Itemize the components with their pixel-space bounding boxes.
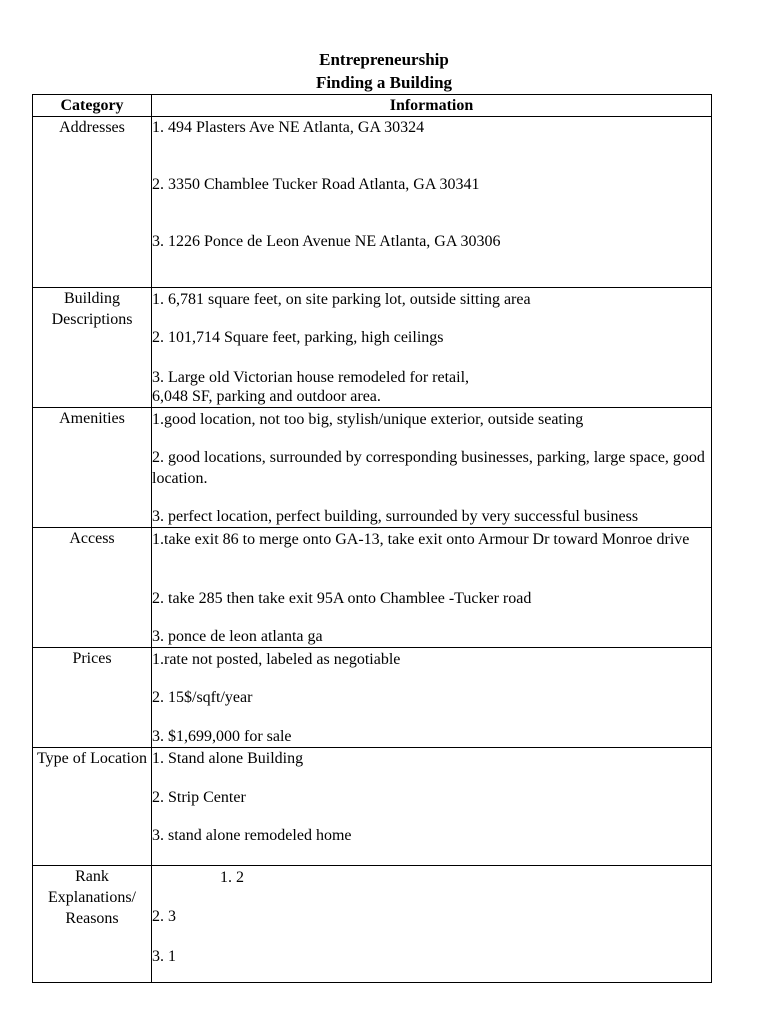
header-information: Information (152, 95, 712, 117)
list-item: 2. 15$/sqft/year (152, 689, 253, 706)
list-item: 3. ponce de leon atlanta ga (152, 628, 323, 645)
info-type-of-location (152, 748, 712, 866)
list-item: 1. 2 (220, 869, 244, 886)
list-item: 2. take 285 then take exit 95A onto Chamblee -Tucker road (152, 590, 532, 607)
info-table (32, 94, 712, 983)
list-item: 1. Stand alone Building (152, 750, 304, 767)
list-item: 1.rate not posted, labeled as negotiable (152, 651, 401, 668)
list-item: 1. 6,781 square feet, on site parking lot, outside sitting area (152, 291, 531, 308)
row-addresses (33, 117, 712, 288)
row-building-descriptions (33, 288, 712, 408)
list-item: 3. Large old Victorian house remodeled for retail, (152, 369, 470, 386)
document-subtitle: Finding a Building (315, 73, 453, 92)
category-amenities: Amenities (33, 408, 152, 528)
category-access: Access (33, 528, 152, 648)
info-rank-explanations (152, 866, 712, 983)
row-rank-explanations (33, 866, 712, 983)
document-title: Entrepreneurship (319, 50, 449, 69)
list-item: 3. perfect location, perfect building, surrounded by very successful business (152, 508, 639, 525)
list-item: 2. good locations, surrounded by corresponding businesses, parking, large space, good location. (152, 449, 705, 487)
category-building-descriptions: Building Descriptions (33, 288, 152, 408)
list-item: 3. 1226 Ponce de Leon Avenue NE Atlanta, GA 30306 (152, 233, 501, 250)
row-type-of-location (33, 748, 712, 866)
list-item: 1. 494 Plasters Ave NE Atlanta, GA 30324 (152, 119, 425, 136)
table-header-row (33, 95, 712, 117)
list-item: 3. 1 (152, 948, 176, 965)
list-item: 1.take exit 86 to merge onto GA-13, take exit onto Armour Dr toward Monroe drive (152, 531, 690, 548)
info-access (152, 528, 712, 648)
list-item: 3. stand alone remodeled home (152, 827, 352, 844)
list-item: 2. 3350 Chamblee Tucker Road Atlanta, GA 30341 (152, 176, 480, 193)
list-item: 2. Strip Center (152, 789, 246, 806)
row-access (33, 528, 712, 648)
list-item: 1.good location, not too big, stylish/unique exterior, outside seating (152, 411, 584, 428)
row-prices (33, 648, 712, 748)
category-rank-explanations: Rank Explanations/ Reasons (33, 866, 152, 983)
category-addresses: Addresses (33, 117, 152, 288)
list-item: 3. $1,699,000 for sale (152, 728, 292, 745)
list-item: 2. 3 (152, 908, 176, 925)
category-type-of-location: Type of Location (33, 748, 152, 866)
info-addresses (152, 117, 712, 288)
header-category: Category (33, 95, 152, 117)
row-amenities (33, 408, 712, 528)
list-item: 2. 101,714 Square feet, parking, high ceilings (152, 329, 444, 346)
info-prices (152, 648, 712, 748)
info-building-descriptions (152, 288, 712, 408)
category-prices: Prices (33, 648, 152, 748)
list-item: 6,048 SF, parking and outdoor area. (152, 388, 381, 405)
info-amenities (152, 408, 712, 528)
